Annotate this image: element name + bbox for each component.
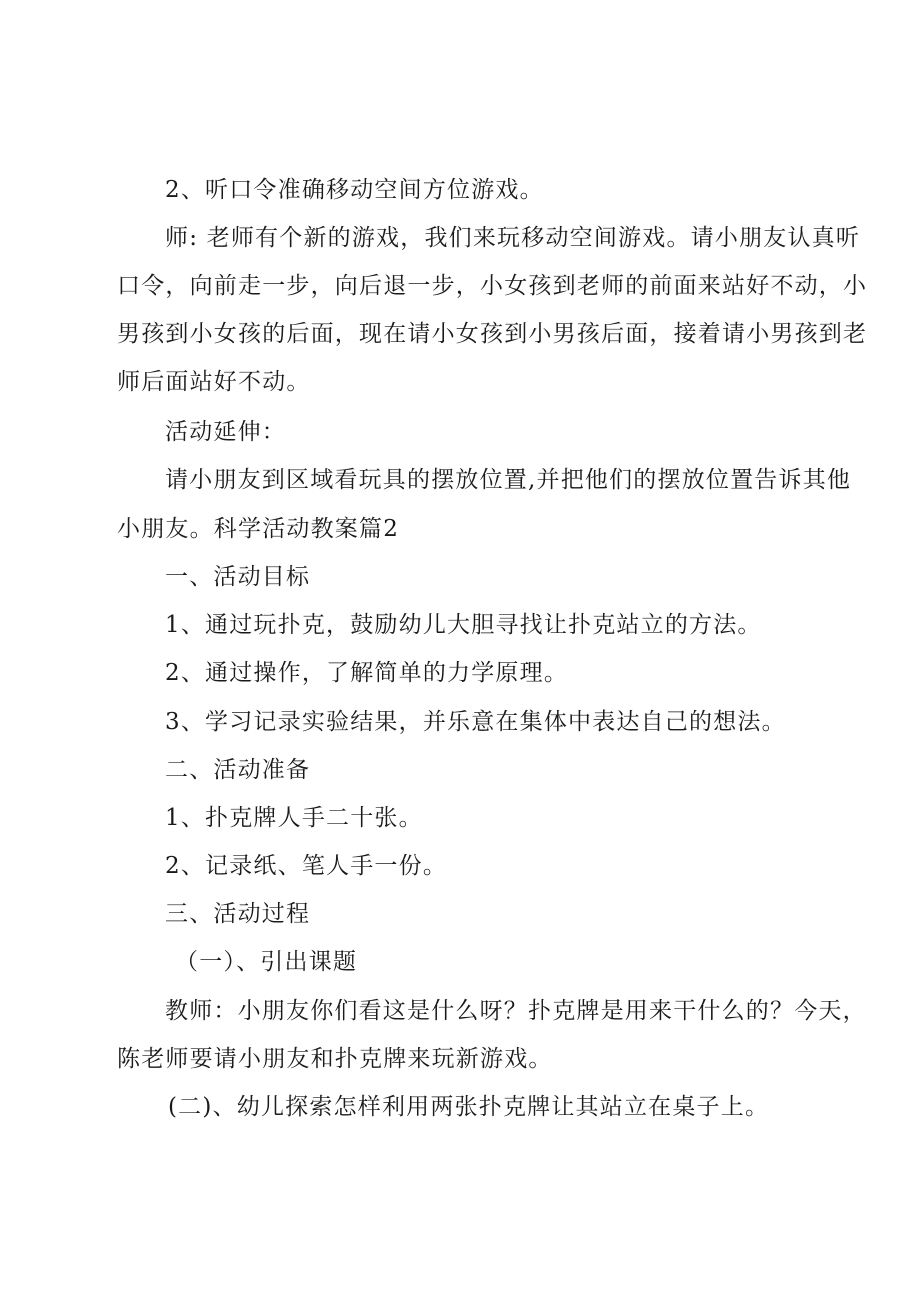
extension-paragraph-line-1: 请小朋友到区域看玩具的摆放位置,并把他们的摆放位置告诉其他 — [165, 467, 852, 493]
teacher-paragraph-line-3: 男孩到小女孩的后面，现在请小女孩到小男孩后面，接着请小男孩到老 — [117, 321, 868, 347]
teacher-question-line-2: 陈老师要请小朋友和扑克牌来玩新游戏。 — [117, 1046, 553, 1072]
section-heading-process: 三、活动过程 — [165, 901, 311, 927]
teacher-paragraph-line-1: 师: 老师有个新的游戏，我们来玩移动空间游戏。请小朋友认真听 — [165, 225, 861, 251]
subsection-heading-intro: （一）、引出课题 — [175, 949, 358, 975]
subsection-heading-explore: (二)、幼儿探索怎样利用两张扑克牌让其站立在桌子上。 — [168, 1094, 770, 1120]
activity-extension-heading: 活动延伸： — [165, 419, 286, 445]
section-heading-preparation: 二、活动准备 — [165, 757, 311, 783]
goal-item-3: 3、学习记录实验结果，并乐意在集体中表达自己的想法。 — [165, 709, 786, 735]
goal-item-1: 1、通过玩扑克，鼓励幼儿大胆寻找让扑克站立的方法。 — [165, 612, 762, 638]
teacher-paragraph-line-4: 师后面站好不动。 — [117, 369, 311, 395]
goal-item-2: 2、通过操作，了解简单的力学原理。 — [165, 660, 569, 686]
preparation-item-2: 2、记录纸、笔人手一份。 — [165, 853, 448, 879]
extension-paragraph-line-2: 小朋友。科学活动教案篇2 — [117, 516, 400, 542]
teacher-paragraph-line-2: 口令，向前走一步，向后退一步，小女孩到老师的前面来站好不动，小 — [117, 273, 868, 299]
teacher-question-line-1: 教师：小朋友你们看这是什么呀？扑克牌是用来干什么的？今天， — [165, 998, 867, 1024]
section-heading-goals: 一、活动目标 — [165, 564, 311, 590]
preparation-item-1: 1、扑克牌人手二十张。 — [165, 805, 423, 831]
item-2-listen-commands: 2、听口令准确移动空间方位游戏。 — [165, 177, 544, 203]
